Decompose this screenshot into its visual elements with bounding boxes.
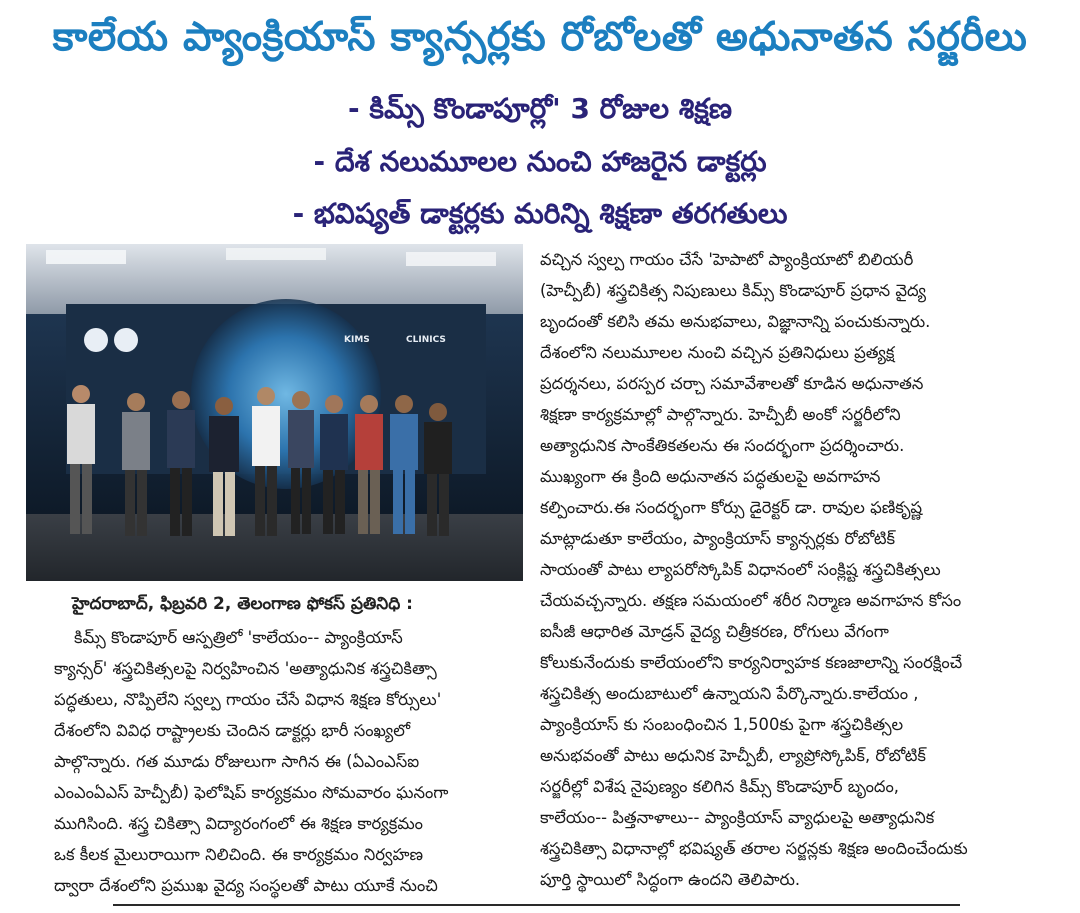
paragraph-line: మాట్లాడుతూ కాలేయం, ప్యాంక్రియాస్ క్యాన్సర్లకు రోబోటిక్ [540,529,896,548]
right-column [540,244,1054,895]
paragraph-line: సాయంతో పాటు ల్యాపరోస్కోపిక్ విధానంలో సంక్లిష్ట శస్త్రచికిత్సలు [540,560,941,579]
left-column [54,622,524,901]
bottom-rule [113,904,960,906]
paragraph-line: ముగిసింది. శస్త్ర చికిత్సా విద్యారంగంలో ఈ శిక్షణ కార్యక్రమం [54,814,423,833]
paragraph-line: ద్వారా దేశంలోని ప్రముఖ వైద్య సంస్థలతో పాటు యూకే నుంచి [54,876,438,895]
paragraph-line: అనుభవంతో పాటు అధునిక హెచ్పీబీ, ల్యాప్రోస్కోపిక్, రోబోటిక్ [540,746,926,765]
paragraph-line: కిమ్స్ కొండాపూర్ ఆస్పత్రిలో 'కాలేయం-- ప్యాంక్రియాస్ [74,628,403,647]
paragraph-line: ముఖ్యంగా ఈ క్రింది అధునాతన పద్ధతులపై అవగాహన [540,467,881,486]
paragraph-line: ఎంఎంఏఎస్ హెచ్పీబీ) ఫెలోషిప్ కార్యక్రమం సోమవారం ఘనంగా [54,783,449,802]
paragraph-line: శిక్షణా కార్యక్రమాల్లో పాల్గొన్నారు. హెచ్పీబీ అంకో సర్జరీలోని [540,405,901,424]
paragraph-line: కాలేయం-- పిత్తనాళాలు-- ప్యాంక్రియాస్ వ్యాధులపై అత్యాధునిక [540,808,935,827]
subheadline-1: - కిమ్స్ కొండాపూర్లో' 3 రోజుల శిక్షణ [347,92,733,125]
paragraph-line: పూర్తి స్థాయిలో సిద్ధంగా ఉందని తెలిపారు. [540,870,801,889]
paragraph-line: క్యాన్సర్' శస్త్రచికిత్సలపై నిర్వహించిన 'అత్యాధునిక శస్త్రచికిత్సా [54,659,437,678]
paragraph-line: పద్ధతులు, నొప్పిలేని స్వల్ప గాయం చేసే విధాన శిక్షణ కోర్సులు' [54,690,442,709]
paragraph-line: చేయవచ్చన్నారు. తక్షణ సమయంలో శరీర నిర్మాణ అవగాహన కోసం [540,591,962,610]
paragraph-line: శస్త్రచికిత్సా విధానాల్లో భవిష్యత్ తరాల సర్జన్లకు శిక్షణ అందించేందుకు [540,839,968,858]
paragraph-line: కల్పించారు.ఈ సందర్భంగా కోర్సు డైరెక్టర్ డా. రావుల ఫణికృష్ణ [540,498,923,517]
paragraph-line: ప్యాంక్రియాస్ కు సంబంధించిన 1,500కు పైగా శస్త్రచికిత్సల [540,715,904,734]
paragraph-line: బృందంతో కలిసి తమ అనుభవాలు, విజ్ఞానాన్ని పంచుకున్నారు. [540,312,931,331]
paragraph-line: అత్యాధునిక సాంకేతికతలను ఈ సందర్భంగా ప్రదర్శించారు. [540,436,905,455]
paragraph-line: వచ్చిన స్వల్ప గాయం చేసే 'హెపాటో ప్యాంక్రియాటో బిలియరీ [540,250,914,269]
paragraph-line: సర్జరీల్లో విశేష నైపుణ్యం కలిగిన కిమ్స్ కొండాపూర్ బృందం, [540,777,900,796]
subheadline-2: - దేశ నలుమూలల నుంచి హాజరైన డాక్టర్లు [313,145,767,178]
headline: కాలేయ ప్యాంక్రియాస్ క్యాన్సర్లకు రోబోలతో అధునాతన సర్జరీలు [52,14,1028,60]
paragraph-line: ఒక కీలక మైలురాయిగా నిలిచింది. ఈ కార్యక్రమం నిర్వహణ [54,845,424,864]
subheadline-3: - భవిష్యత్ డాక్టర్లకు మరిన్ని శిక్షణా తరగతులు [292,197,788,230]
paragraph-line: పాల్గొన్నారు. గత మూడు రోజులుగా సాగిన ఈ (ఏఎంఎస్ఐ [54,752,420,771]
paragraph-line: ప్రదర్శనలు, పరస్పర చర్చా సమావేశాలతో కూడిన అధునాతన [540,374,924,393]
group-photo [26,244,523,581]
paragraph-line: దేశంలోని వివిధ రాష్ట్రాలకు చెందిన డాక్టర్లు భారీ సంఖ్యలో [54,721,411,740]
paragraph-line: (హెచ్పీబీ) శస్త్రచికిత్స నిపుణులు కిమ్స్ కొండాపూర్ ప్రధాన వైద్య [540,281,926,300]
dateline: హైదరాబాద్, ఫిబ్రవరి 2, తెలంగాణ ఫోకస్ ప్రతినిధి : [72,594,413,614]
banner-logo-clinics: CLINICS [406,335,446,345]
paragraph-line: శస్త్రచికిత్స అందుబాటులో ఉన్నాయని పేర్కొన్నారు.కాలేయం , [540,684,919,703]
banner-logo-kims: KIMS [344,335,370,345]
paragraph-line: కోలుకునేందుకు కాలేయంలోని కార్యనిర్వాహక కణజాలాన్ని సంరక్షించే [540,653,963,672]
paragraph-line: దేశంలోని నలుమూలల నుంచి వచ్చిన ప్రతినిధులు ప్రత్యక్ష [540,343,895,362]
paragraph-line: ఐసీజీ ఆధారిత మోడ్రన్ వైద్య చిత్రీకరణ, రోగులు వేగంగా [540,622,889,641]
